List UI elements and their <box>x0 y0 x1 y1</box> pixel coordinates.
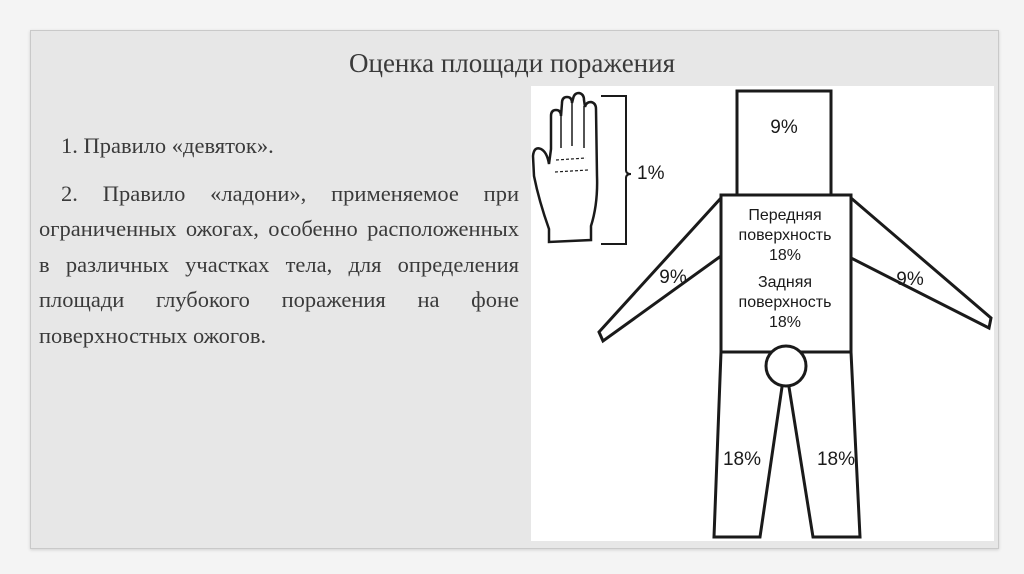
torso-back-percent: 18% <box>768 314 802 331</box>
torso-front-percent: 18% <box>768 247 802 264</box>
torso-front-line2: поверхность <box>738 227 832 244</box>
head-section <box>737 91 831 195</box>
groin-circle <box>766 346 806 386</box>
right-arm-section <box>851 198 991 328</box>
torso-front-line1: Передняя <box>748 207 822 224</box>
left-leg-percent-label: 18% <box>722 449 762 470</box>
left-arm-percent-label: 9% <box>659 267 687 288</box>
right-arm-percent-label: 9% <box>896 269 924 290</box>
rule-of-nines-item: 1. Правило «девяток». <box>61 133 274 158</box>
body-diagram-svg <box>531 86 994 541</box>
body-surface-diagram <box>531 86 994 541</box>
slide-body <box>39 128 519 353</box>
head-percent-label: 9% <box>770 117 798 138</box>
right-leg-percent-label: 18% <box>816 449 856 470</box>
palm-bracket <box>601 96 631 244</box>
palm-percent-label: 1% <box>637 163 665 184</box>
slide-title: Оценка площади поражения <box>349 48 675 78</box>
palm-icon <box>533 93 597 242</box>
torso-back-line2: поверхность <box>738 294 832 311</box>
rule-of-palm-item: 2. Правило «ладони», применяемое при ограниченных ожогах, особенно расположенных в различных участках тела, для определения площади глубокого поражения на фоне поверхностных ожогов. <box>39 180 519 348</box>
torso-back-line1: Задняя <box>757 274 813 291</box>
